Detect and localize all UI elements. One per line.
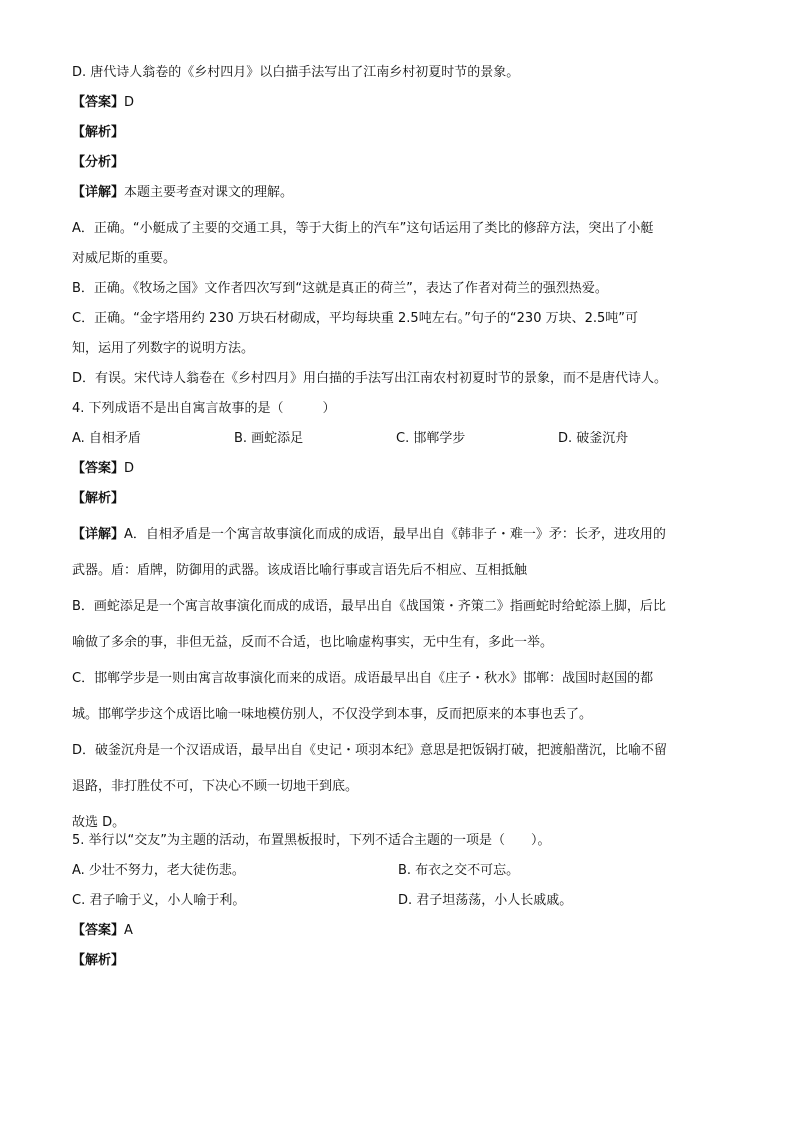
q5-analysis-label: 【解析】 bbox=[72, 953, 125, 968]
q4-option-b: B. 画蛇添足 bbox=[234, 431, 304, 446]
q3-explain-b: B．正确。《牧场之国》文作者四次写到“这就是真正的荷兰”，表达了作者对荷兰的强烈热爱。 bbox=[72, 281, 608, 296]
q4-explain-c-line1: C．邯郸学步是一则由寓言故事演化而来的成语。成语最早出自《庄子・秋水》邯郸：战国时赵国的都 bbox=[72, 671, 654, 686]
q3-analysis-label: 【解析】 bbox=[72, 125, 125, 140]
detail-label: 【详解】 bbox=[72, 527, 125, 542]
detail-label: 【详解】 bbox=[72, 185, 125, 200]
q5-option-d: D. 君子坦荡荡，小人长戚戚。 bbox=[398, 893, 573, 908]
q4-explain-d-line2: 退路，非打胜仗不可，下决心不顾一切地干到底。 bbox=[72, 779, 359, 794]
q3-detail bbox=[72, 184, 724, 202]
q3-option-d: D. 唐代诗人翁卷的《乡村四月》以白描手法写出了江南乡村初夏时节的景象。 bbox=[72, 65, 520, 80]
q5-options-row1 bbox=[72, 862, 724, 880]
q3-explain-d: D．有误。宋代诗人翁卷在《乡村四月》用白描的手法写出江南农村初夏时节的景象，而不是唐代诗人。 bbox=[72, 371, 668, 386]
answer-label: 【答案】 bbox=[72, 923, 125, 938]
q3-explain-c-line1: C．正确。“金字塔用约 230 万块石材砌成，平均每块重 2.5吨左右。”句子的“230 万块、2.5吨”可 bbox=[72, 311, 639, 326]
answer-value: D bbox=[124, 95, 135, 110]
exam-page bbox=[72, 64, 724, 970]
q5-option-c: C. 君子喻于义，小人喻于利。 bbox=[72, 893, 246, 908]
q5-option-b: B. 布衣之交不可忘。 bbox=[398, 863, 520, 878]
answer-value: D bbox=[124, 461, 135, 476]
q4-option-a: A. 自相矛盾 bbox=[72, 431, 141, 446]
q4-answer bbox=[72, 460, 724, 478]
q4-conclusion: 故选 D。 bbox=[72, 815, 126, 830]
q4-explain-a-line1 bbox=[72, 526, 724, 544]
q4-analysis-label: 【解析】 bbox=[72, 491, 125, 506]
q4-option-d: D. 破釜沉舟 bbox=[558, 431, 629, 446]
q4-explain-c-line2: 城。邯郸学步这个成语比喻一味地模仿别人，不仅没学到本事，反而把原来的本事也丢了。 bbox=[72, 707, 593, 722]
q4-explain-a-text: A．自相矛盾是一个寓言故事演化而成的成语，最早出自《韩非子・难一》矛：长矛，进攻用的 bbox=[124, 527, 666, 542]
q4-option-c: C. 邯郸学步 bbox=[396, 431, 466, 446]
answer-label: 【答案】 bbox=[72, 95, 125, 110]
answer-label: 【答案】 bbox=[72, 461, 125, 476]
q5-stem: 5. 举行以“交友”为主题的活动，布置黑板报时，下列不适合主题的一项是（ ）。 bbox=[72, 833, 551, 848]
q4-stem: 4. 下列成语不是出自寓言故事的是（ ） bbox=[72, 401, 336, 416]
q3-explain-a-line2: 对威尼斯的重要。 bbox=[72, 251, 177, 266]
q4-options bbox=[72, 430, 724, 448]
q5-answer bbox=[72, 922, 724, 940]
q4-explain-b-line1: B．画蛇添足是一个寓言故事演化而成的成语，最早出自《战国策・齐策二》指画蛇时给蛇添上脚，后比 bbox=[72, 599, 666, 614]
q4-explain-b-line2: 喻做了多余的事，非但无益，反而不合适，也比喻虚构事实，无中生有，多此一举。 bbox=[72, 635, 554, 650]
q3-explain-c-line2: 知，运用了列数字的说明方法。 bbox=[72, 341, 255, 356]
detail-intro: 本题主要考查对课文的理解。 bbox=[124, 185, 294, 200]
q3-fenxi-label: 【分析】 bbox=[72, 155, 125, 170]
q3-answer bbox=[72, 94, 724, 112]
q4-explain-d-line1: D．破釜沉舟是一个汉语成语，最早出自《史记・项羽本纪》意思是把饭锅打破，把渡船凿沉，比喻不留 bbox=[72, 743, 668, 758]
answer-value: A bbox=[124, 923, 133, 938]
q5-options-row2 bbox=[72, 892, 724, 910]
q4-explain-a-line2: 武器。盾：盾牌，防御用的武器。该成语比喻行事或言语先后不相应、互相抵触 bbox=[72, 563, 528, 578]
q3-explain-a-line1: A．正确。“小艇成了主要的交通工具，等于大街上的汽车”这句话运用了类比的修辞方法，突出了小艇 bbox=[72, 221, 654, 236]
q5-option-a: A. 少壮不努力，老大徒伤悲。 bbox=[72, 863, 245, 878]
